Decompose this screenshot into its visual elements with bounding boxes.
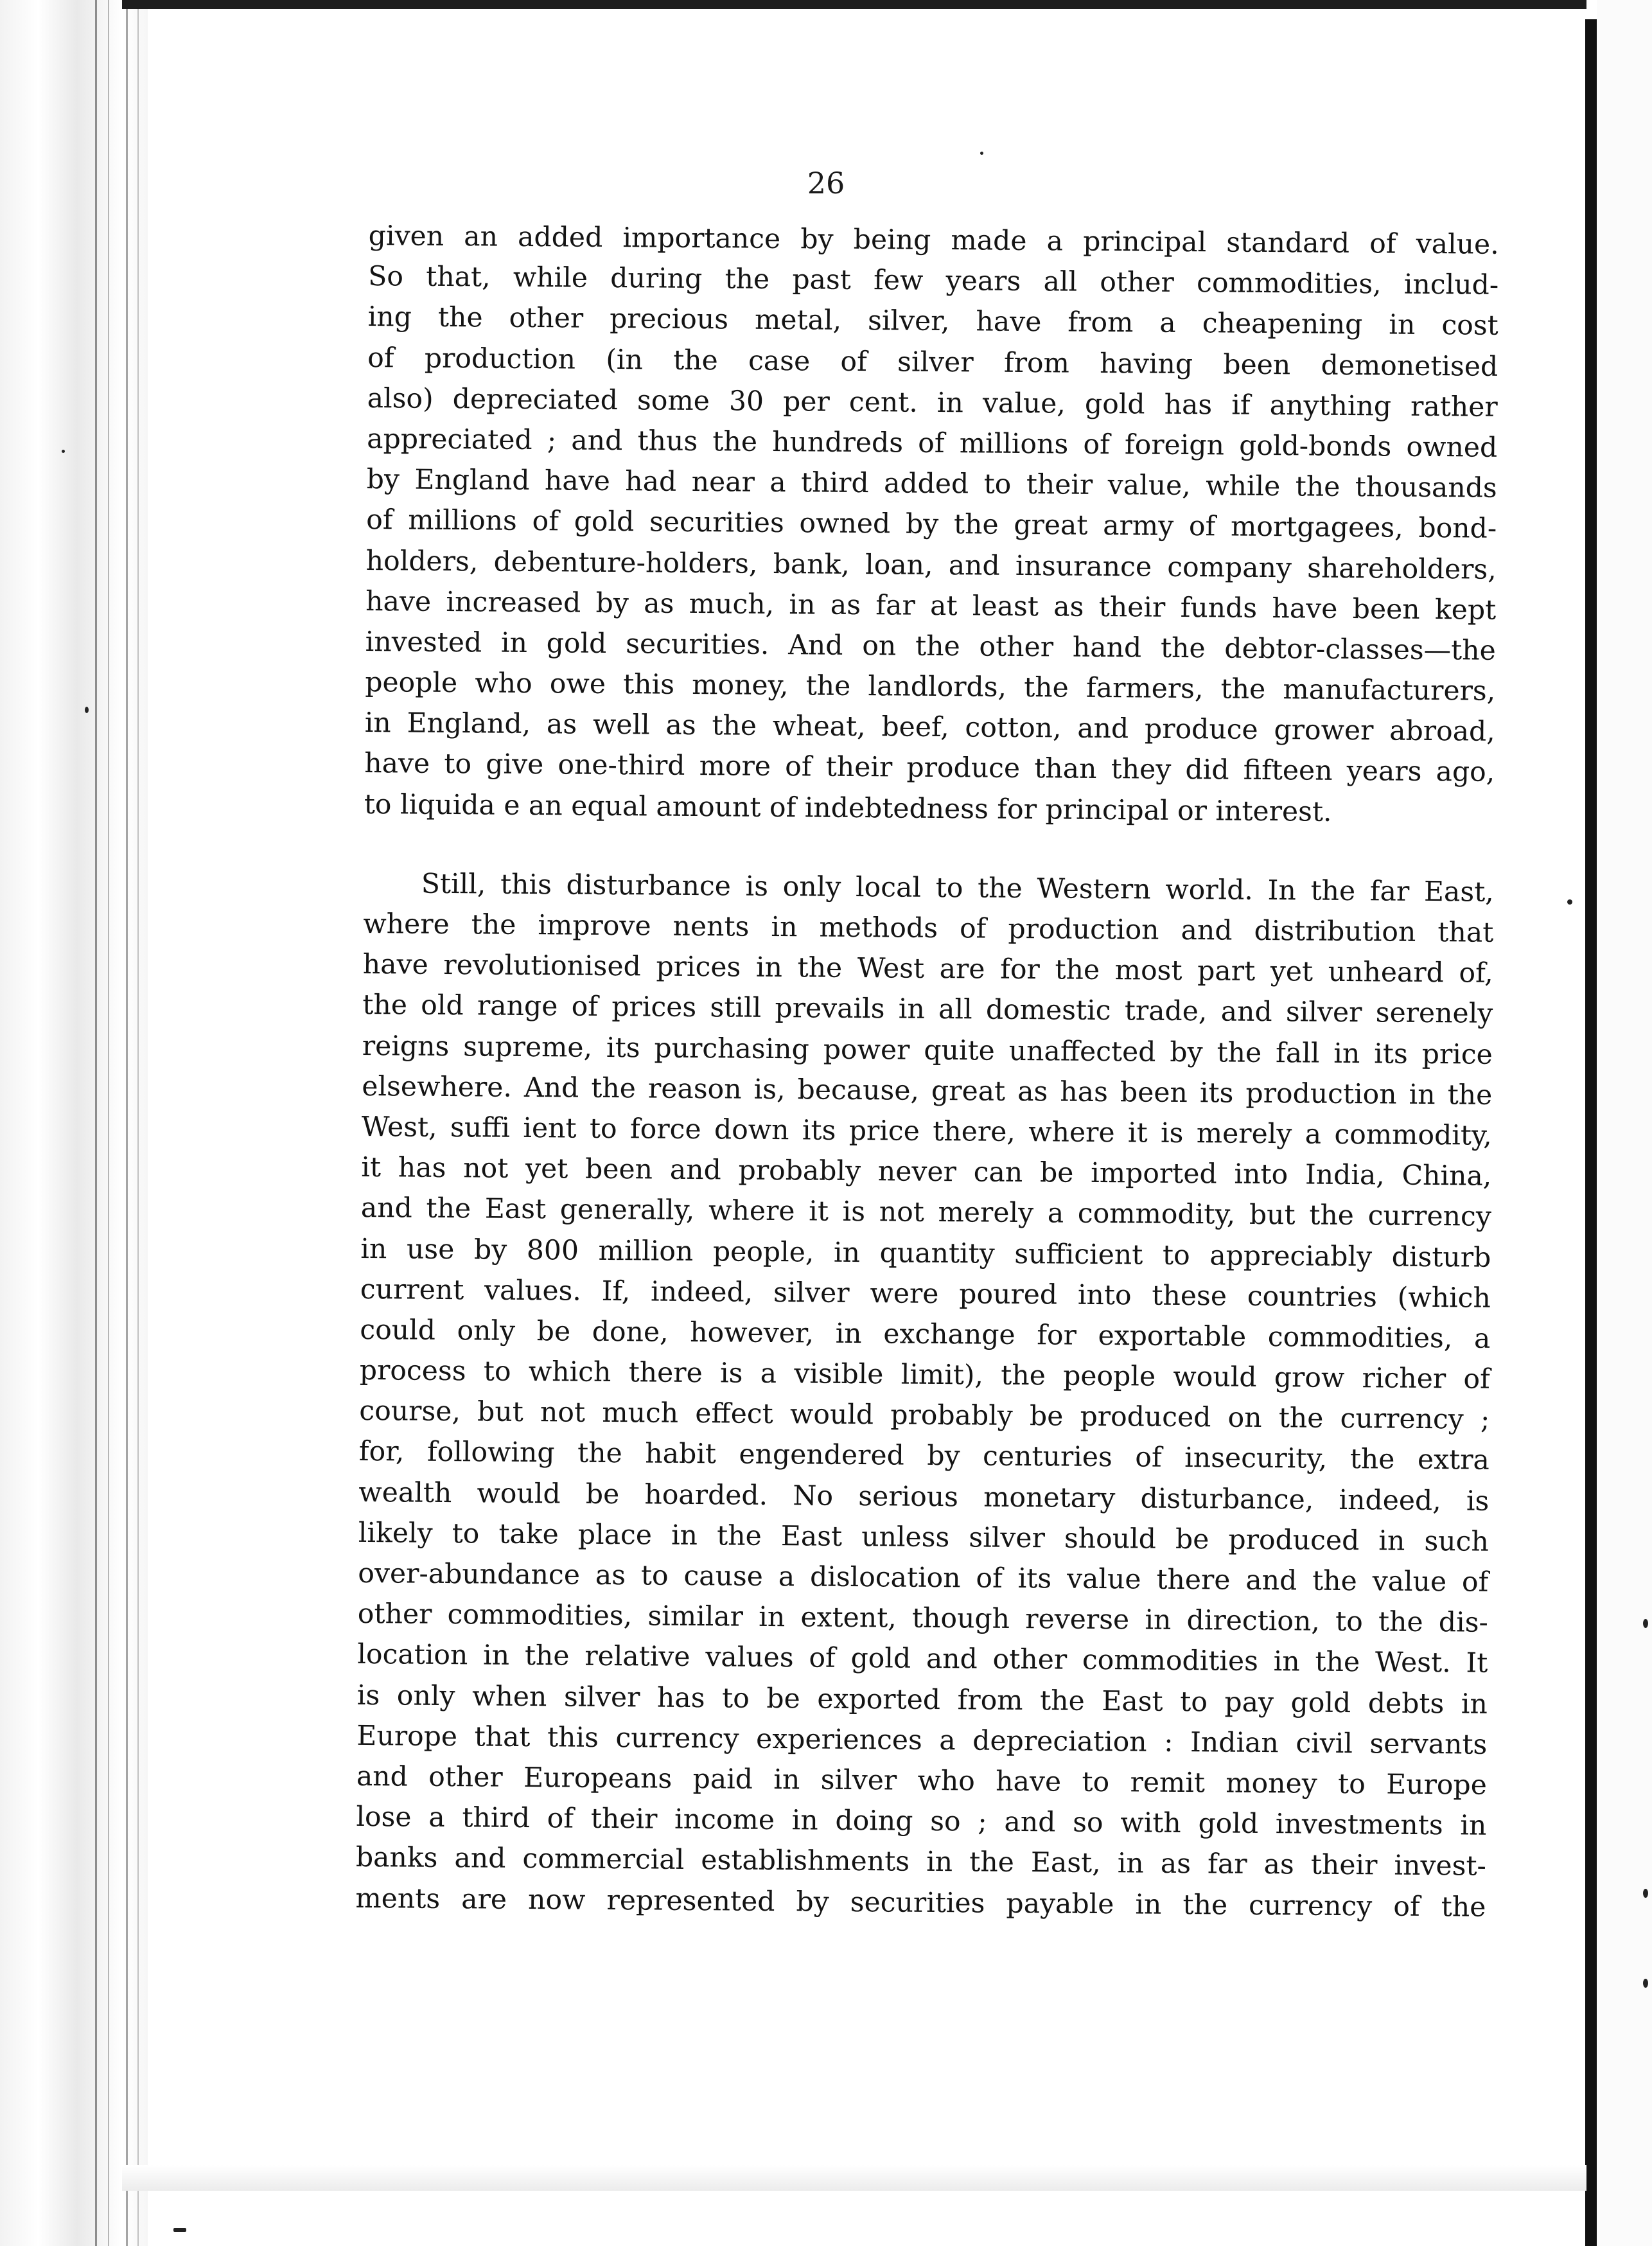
text-line: given an added importance by being made a principal standard of value. [368, 220, 1499, 261]
binding-line [126, 0, 128, 2246]
paragraph-1 [364, 216, 1499, 834]
scan-speck [1643, 1889, 1648, 1898]
scan-speck [1643, 1979, 1648, 1988]
text-line: and the East generally, where it is not merely a commodity, but the currency [360, 1192, 1492, 1234]
text-line: people who owe this money, the landlords, the farmers, the manufacturers, [365, 667, 1496, 707]
text-line: the old range of prices still prevails in all domestic trade, and silver serenely [362, 989, 1493, 1030]
text-line: So that, while during the past few years all other commodities, includ- [368, 261, 1499, 302]
scan-speck [980, 152, 983, 155]
scan-speck [85, 707, 89, 713]
text-line: have to give one-third more of their produce than they did fifteen years ago, [364, 748, 1495, 789]
text-line: invested in gold securities. And on the other hand the debtor-classes—the [365, 626, 1496, 667]
text-line: have increased by as much, in as far at least as their funds have been kept [365, 585, 1497, 626]
top-edge-shadow [122, 0, 1586, 9]
text-line: over-abundance as to cause a dislocation of its value there and the value of [358, 1557, 1489, 1598]
paragraph-2 [355, 863, 1494, 1928]
text-line: current values. If, indeed, silver were poured into these countries (which [360, 1273, 1491, 1314]
scan-speck [62, 450, 65, 453]
binding-line [108, 0, 109, 2246]
page-number: 26 [807, 166, 845, 200]
text-line: for, following the habit engendered by centuries of insecurity, the extra [358, 1436, 1490, 1477]
text-line: and other Europeans paid in silver who have to remit money to Europe [356, 1760, 1488, 1801]
text-line: ments are now represented by securities payable in the currency of the [355, 1882, 1486, 1923]
scan-speck [1643, 1619, 1648, 1628]
text-line: ing the other precious metal, silver, have from a cheapening in cost [367, 301, 1498, 342]
binding-line [137, 0, 139, 2246]
text-line: other commodities, similar in extent, though reverse in direction, to the dis- [357, 1598, 1489, 1639]
text-line: of millions of gold securities owned by the great army of mortgagees, bond- [366, 504, 1497, 545]
scan-speck [1567, 899, 1572, 905]
text-line: where the improve nents in methods of production and distribution that [363, 908, 1494, 949]
text-line: of production (in the case of silver from having been demonetised [367, 342, 1498, 383]
text-line: process to which there is a visible limit), the people would grow richer of [359, 1355, 1491, 1395]
text-line: could only be done, however, in exchange for exportable commodities, a [360, 1314, 1491, 1355]
text-line: appreciated ; and thus the hundreds of millions of foreign gold-bonds owned [367, 423, 1498, 464]
text-line: is only when silver has to be exported from the East to pay gold debts in [356, 1679, 1488, 1720]
text-line: in England, as well as the wheat, beef, cotton, and produce grower abroad, [364, 707, 1495, 748]
text-line: holders, debenture-holders, bank, loan, and insurance company shareholders, [365, 545, 1497, 586]
text-line: West, suffi ient to force down its price there, where it is merely a commodity, [361, 1111, 1492, 1152]
right-margin [1597, 0, 1652, 2246]
text-line: reigns supreme, its purchasing power quite unaffected by the fall in its price [362, 1030, 1493, 1071]
text-line: course, but not much effect would probably be produced on the currency ; [359, 1395, 1490, 1437]
body-text [355, 216, 1499, 1927]
text-line: to liquida e an equal amount of indebtedness for principal or interest. [364, 788, 1332, 828]
text-line: banks and commercial establishments in the East, in as far as their invest- [355, 1842, 1487, 1883]
text-line: location in the relative values of gold and other commodities in the West. It [357, 1639, 1488, 1680]
text-line: it has not yet been and probably never can be imported into India, China, [361, 1152, 1492, 1192]
text-line: likely to take place in the East unless silver should be produced in such [358, 1517, 1489, 1558]
text-line: Europe that this currency experiences a depreciation : Indian civil servants [356, 1720, 1488, 1761]
text-line: Still, this disturbance is only local to the Western world. In the far East, [421, 868, 1494, 908]
text-line: in use by 800 million people, in quantity sufficient to appreciably disturb [360, 1233, 1491, 1274]
text-line: elsewhere. And the reason is, because, great as has been its production in the [362, 1070, 1493, 1111]
right-edge-bar [1585, 19, 1597, 2246]
text-line: have revolutionised prices in the West are for the most part yet unheard of, [362, 949, 1493, 989]
text-line: also) depreciated some 30 per cent. in value, gold has if anything rather [367, 382, 1498, 423]
text-line: wealth would be hoarded. No serious monetary disturbance, indeed, is [358, 1476, 1489, 1517]
bottom-edge-shadow [122, 2165, 1586, 2191]
text-line: by England have had near a third added to their value, while the thousands [366, 464, 1497, 504]
scan-speck [173, 2228, 186, 2232]
binding-line [95, 0, 97, 2246]
text-line: lose a third of their income in doing so ; and so with gold investments in [356, 1801, 1487, 1842]
